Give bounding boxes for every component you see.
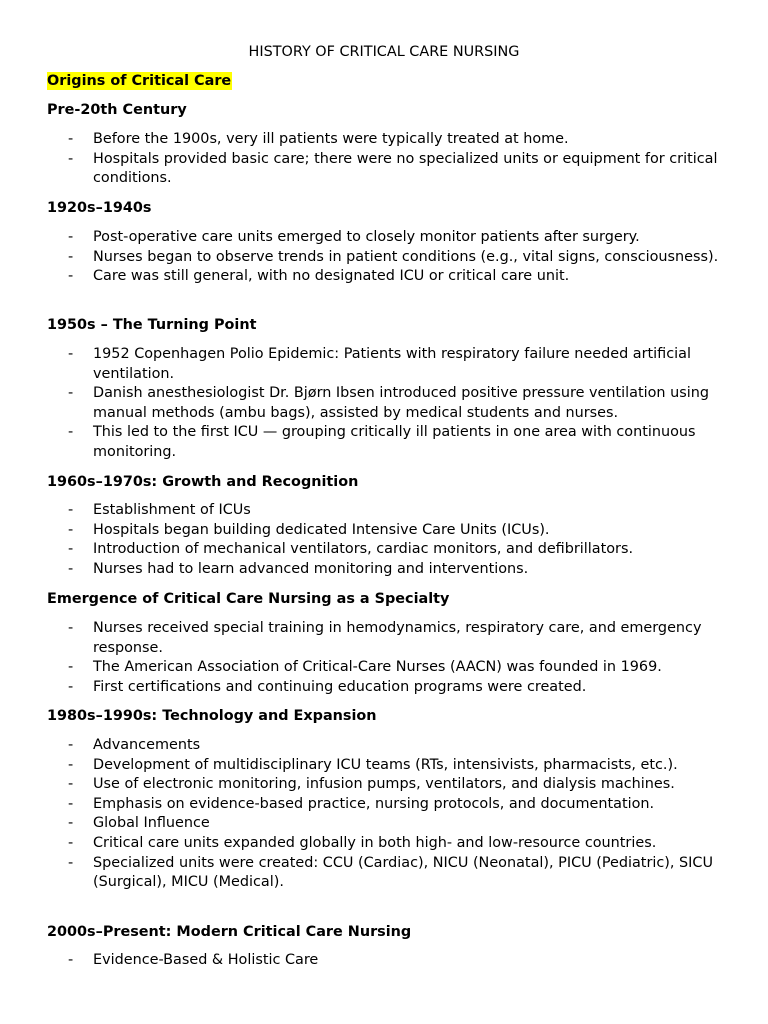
list-item-text: Emphasis on evidence-based practice, nursing protocols, and documentation. bbox=[93, 795, 655, 812]
list-item bbox=[0, 501, 733, 521]
list-item bbox=[0, 521, 733, 541]
bullet-dash: - bbox=[68, 737, 74, 753]
bullet-dash: - bbox=[68, 952, 74, 968]
list-item bbox=[0, 130, 733, 150]
bullet-dash: - bbox=[68, 268, 74, 285]
list-item bbox=[0, 560, 733, 580]
list-item bbox=[0, 736, 733, 756]
list-item bbox=[0, 775, 733, 795]
list-item-text: Hospitals began building dedicated Intensive Care Units (ICUs). bbox=[93, 521, 550, 538]
list-item-text: Introduction of mechanical ventilators, cardiac monitors, and defibrillators. bbox=[93, 541, 634, 558]
list-item-text: This led to the first ICU — grouping critically ill patients in one area with continuous monitoring. bbox=[93, 424, 696, 460]
bullet-dash: - bbox=[68, 150, 74, 167]
list-item-text: Post-operative care units emerged to closely monitor patients after surgery. bbox=[93, 229, 640, 245]
list-item bbox=[0, 248, 733, 268]
section-list-1960s-1970s bbox=[0, 501, 733, 579]
section-list-1950s-turning-point bbox=[0, 345, 733, 463]
document-title: HISTORY OF CRITICAL CARE NURSING bbox=[248, 44, 520, 60]
list-item-text: Global Influence bbox=[93, 815, 210, 832]
list-item-text: Establishment of ICUs bbox=[93, 502, 251, 518]
list-item-text: Nurses began to observe trends in patient conditions (e.g., vital signs, consciousness). bbox=[93, 248, 719, 265]
list-item-text: Nurses had to learn advanced monitoring and interventions. bbox=[93, 560, 529, 577]
list-item-text: Development of multidisciplinary ICU teams (RTs, intensivists, pharmacists, etc.). bbox=[93, 756, 678, 773]
list-item bbox=[0, 345, 733, 384]
bullet-dash: - bbox=[68, 795, 74, 812]
section-heading-1960s-1970s: 1960s–1970s: Growth and Recognition bbox=[47, 474, 359, 490]
list-item bbox=[0, 540, 733, 560]
bullet-dash: - bbox=[68, 854, 74, 871]
bullet-dash: - bbox=[68, 385, 74, 402]
section-heading-specialty-emergence: Emergence of Critical Care Nursing as a Specialty bbox=[47, 591, 450, 607]
section-list-1920s-1940s bbox=[0, 228, 733, 287]
bullet-dash: - bbox=[68, 659, 74, 676]
list-item bbox=[0, 756, 733, 776]
list-item-text: Care was still general, with no designated ICU or critical care unit. bbox=[93, 268, 570, 285]
list-item-text: Danish anesthesiologist Dr. Bjørn Ibsen introduced positive pressure ventilation using manual methods (ambu bags), assisted by medical students and nurses. bbox=[93, 385, 709, 421]
list-item bbox=[0, 228, 733, 248]
list-item-text: First certifications and continuing education programs were created. bbox=[93, 678, 587, 695]
list-item-text: Advancements bbox=[93, 737, 201, 753]
list-item bbox=[0, 795, 733, 815]
bullet-dash: - bbox=[68, 521, 74, 538]
list-item-text: 1952 Copenhagen Polio Epidemic: Patients with respiratory failure needed artificial ventilation. bbox=[93, 346, 691, 382]
origins-heading: Origins of Critical Care bbox=[47, 73, 232, 89]
list-item-text: Hospitals provided basic care; there were no specialized units or equipment for critical conditions. bbox=[93, 150, 718, 187]
list-item-text: The American Association of Critical-Care Nurses (AACN) was founded in 1969. bbox=[93, 659, 662, 676]
bullet-dash: - bbox=[68, 248, 74, 265]
bullet-dash: - bbox=[68, 834, 74, 851]
section-list-specialty-emergence bbox=[0, 619, 733, 697]
list-item bbox=[0, 150, 733, 189]
section-heading-pre-20th-century: Pre-20th Century bbox=[47, 102, 187, 118]
bullet-dash: - bbox=[68, 131, 74, 147]
list-item bbox=[0, 854, 733, 893]
bullet-dash: - bbox=[68, 815, 74, 832]
bullet-dash: - bbox=[68, 229, 74, 245]
bullet-dash: - bbox=[68, 620, 74, 636]
list-item-text: Use of electronic monitoring, infusion pumps, ventilators, and dialysis machines. bbox=[93, 776, 675, 793]
list-item bbox=[0, 678, 733, 698]
bullet-dash: - bbox=[68, 541, 74, 558]
list-item-text: Critical care units expanded globally in both high- and low-resource countries. bbox=[93, 834, 657, 851]
bullet-dash: - bbox=[68, 776, 74, 793]
list-item-text: Specialized units were created: CCU (Cardiac), NICU (Neonatal), PICU (Pediatric), SICU (Surgical), MICU (Medical). bbox=[93, 854, 713, 891]
bullet-dash: - bbox=[68, 346, 74, 362]
section-heading-1950s-turning-point: 1950s – The Turning Point bbox=[47, 317, 257, 333]
bullet-dash: - bbox=[68, 424, 74, 441]
section-heading-1980s-1990s: 1980s–1990s: Technology and Expansion bbox=[47, 708, 377, 724]
section-heading-2000s-present: 2000s–Present: Modern Critical Care Nursing bbox=[47, 924, 412, 940]
section-list-pre-20th-century bbox=[0, 130, 733, 189]
section-heading-1920s-1940s: 1920s–1940s bbox=[47, 200, 152, 216]
section-list-2000s-present bbox=[0, 951, 733, 971]
bullet-dash: - bbox=[68, 678, 74, 695]
list-item bbox=[0, 619, 733, 658]
bullet-dash: - bbox=[68, 560, 74, 577]
bullet-dash: - bbox=[68, 756, 74, 773]
list-item bbox=[0, 834, 733, 854]
list-item bbox=[0, 267, 733, 287]
list-item-text: Evidence-Based & Holistic Care bbox=[93, 952, 319, 968]
list-item bbox=[0, 384, 733, 423]
list-item bbox=[0, 658, 733, 678]
list-item bbox=[0, 423, 733, 462]
list-item-text: Before the 1900s, very ill patients were typically treated at home. bbox=[93, 131, 569, 147]
list-item-text: Nurses received special training in hemodynamics, respiratory care, and emergency response. bbox=[93, 620, 702, 656]
bullet-dash: - bbox=[68, 502, 74, 518]
section-list-1980s-1990s bbox=[0, 736, 733, 893]
list-item bbox=[0, 814, 733, 834]
list-item bbox=[0, 951, 733, 971]
